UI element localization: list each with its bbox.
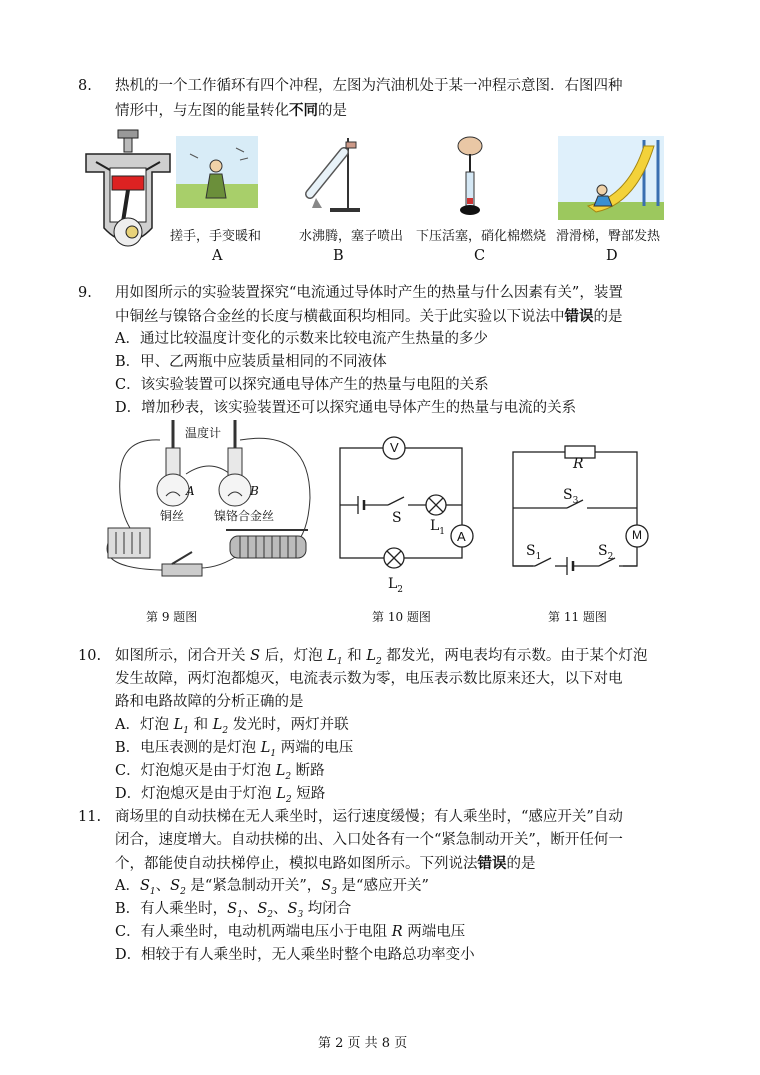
- caption-d: 滑滑梯，臀部发热: [556, 229, 661, 244]
- caption-a: 搓手，手变暖和: [170, 229, 262, 244]
- lamp-l1-label: $L_1$: [430, 518, 446, 537]
- switch-s3-label: $S_3$: [563, 487, 579, 506]
- question-text: 如图所示，闭合开关 S 后，灯泡 $L_1$ 和 $L_2$ 都发光，两电表均有示数。由于某个灯泡: [115, 648, 648, 667]
- picture-b-boiling-water: [300, 132, 362, 212]
- resistor-r-label: R: [573, 456, 584, 472]
- question-number: 8.: [78, 78, 92, 94]
- meter-a-label: A: [457, 529, 466, 544]
- picture-a-rubbing-hands: [176, 136, 258, 208]
- option-a: A．$S_1$、$S_2$ 是“紧急制动开关”，$S_3$ 是“感应开关”: [115, 878, 429, 897]
- option-b: B．甲、乙两瓶中应装质量相同的不同液体: [115, 354, 387, 370]
- option-d: D．灯泡熄灭是由于灯泡 $L_2$ 短路: [115, 786, 326, 805]
- figure-11-caption: 第 11 题图: [548, 610, 607, 624]
- option-c: C．有人乘坐时，电动机两端电压小于电阻 R 两端电压: [115, 924, 466, 940]
- question-text: 发生故障，两灯泡都熄灭，电流表示数为零，电压表示数比原来还大，以下对电: [115, 671, 623, 687]
- meter-v-label: V: [390, 440, 399, 455]
- question-text: 商场里的自动扶梯在无人乘坐时，运行速度缓慢；有人乘坐时，“感应开关”自动: [115, 809, 623, 825]
- option-letter: B: [333, 248, 344, 264]
- figure-9-apparatus: [100, 418, 320, 588]
- question-number: 11.: [78, 809, 102, 825]
- label-flask-b: B: [250, 484, 259, 498]
- figure-10-caption: 第 10 题图: [372, 610, 431, 624]
- option-letter: C: [474, 248, 486, 264]
- picture-d-slide: [558, 136, 664, 220]
- option-b: B．电压表测的是灯泡 $L_1$ 两端的电压: [115, 740, 354, 759]
- figure-10-circuit: [340, 448, 470, 568]
- option-c: C．该实验装置可以探究通电导体产生的热量与电阻的关系: [115, 377, 489, 393]
- label-thermometer: 温度计: [185, 426, 222, 440]
- motor-m-label: M: [632, 528, 642, 542]
- option-c: C．灯泡熄灭是由于灯泡 $L_2$ 断路: [115, 763, 325, 782]
- option-a: A．灯泡 $L_1$ 和 $L_2$ 发光时，两灯并联: [115, 717, 349, 736]
- switch-s-label: S: [392, 510, 402, 526]
- option-a: A．通过比较温度计变化的示数来比较电流产生热量的多少: [115, 331, 488, 347]
- question-text: 热机的一个工作循环有四个冲程，左图为汽油机处于某一冲程示意图．右图四种: [115, 78, 623, 94]
- option-letter: D: [606, 248, 618, 264]
- question-text: 闭合，速度增大。自动扶梯的出、入口处各有一个“紧急制动开关”，断开任何一: [115, 832, 623, 848]
- question-text: 用如图所示的实验装置探究“电流通过导体时产生的热量与什么因素有关”，装置: [115, 285, 623, 301]
- question-number: 9.: [78, 285, 92, 301]
- switch-s1-label: $S_1$: [526, 543, 542, 562]
- question-text: 个，都能使自动扶梯停止，模拟电路如图所示。下列说法错误的是: [115, 855, 536, 872]
- switch-s2-label: $S_2$: [598, 543, 614, 562]
- label-copper: 铜丝: [160, 509, 185, 523]
- engine-diagram: [82, 128, 174, 256]
- label-nichrome: 镍铬合金丝: [214, 509, 275, 523]
- picture-c-piston: [452, 136, 496, 220]
- option-letter: A: [212, 248, 223, 264]
- label-flask-a: A: [186, 484, 195, 498]
- question-text: 中铜丝与镍铬合金丝的长度与横截面积均相同。关于此实验以下说法中错误的是: [115, 308, 623, 325]
- caption-c: 下压活塞，硝化棉燃烧: [416, 229, 547, 244]
- figure-9-caption: 第 9 题图: [146, 610, 198, 624]
- question-number: 10.: [78, 648, 102, 664]
- question-text: 路和电路故障的分析正确的是: [115, 694, 304, 710]
- caption-b: 水沸腾，塞子喷出: [299, 229, 404, 244]
- option-d: D．相较于有人乘坐时，无人乘坐时整个电路总功率变小: [115, 947, 475, 963]
- option-d: D．增加秒表，该实验装置还可以探究通电导体产生的热量与电流的关系: [115, 400, 577, 416]
- question-text: 情形中，与左图的能量转化不同的是: [115, 102, 347, 119]
- option-b: B．有人乘坐时，$S_1$、$S_2$、$S_3$ 均闭合: [115, 901, 352, 920]
- page-footer: 第 2 页 共 8 页: [318, 1036, 408, 1051]
- lamp-l2-label: $L_2$: [388, 576, 404, 595]
